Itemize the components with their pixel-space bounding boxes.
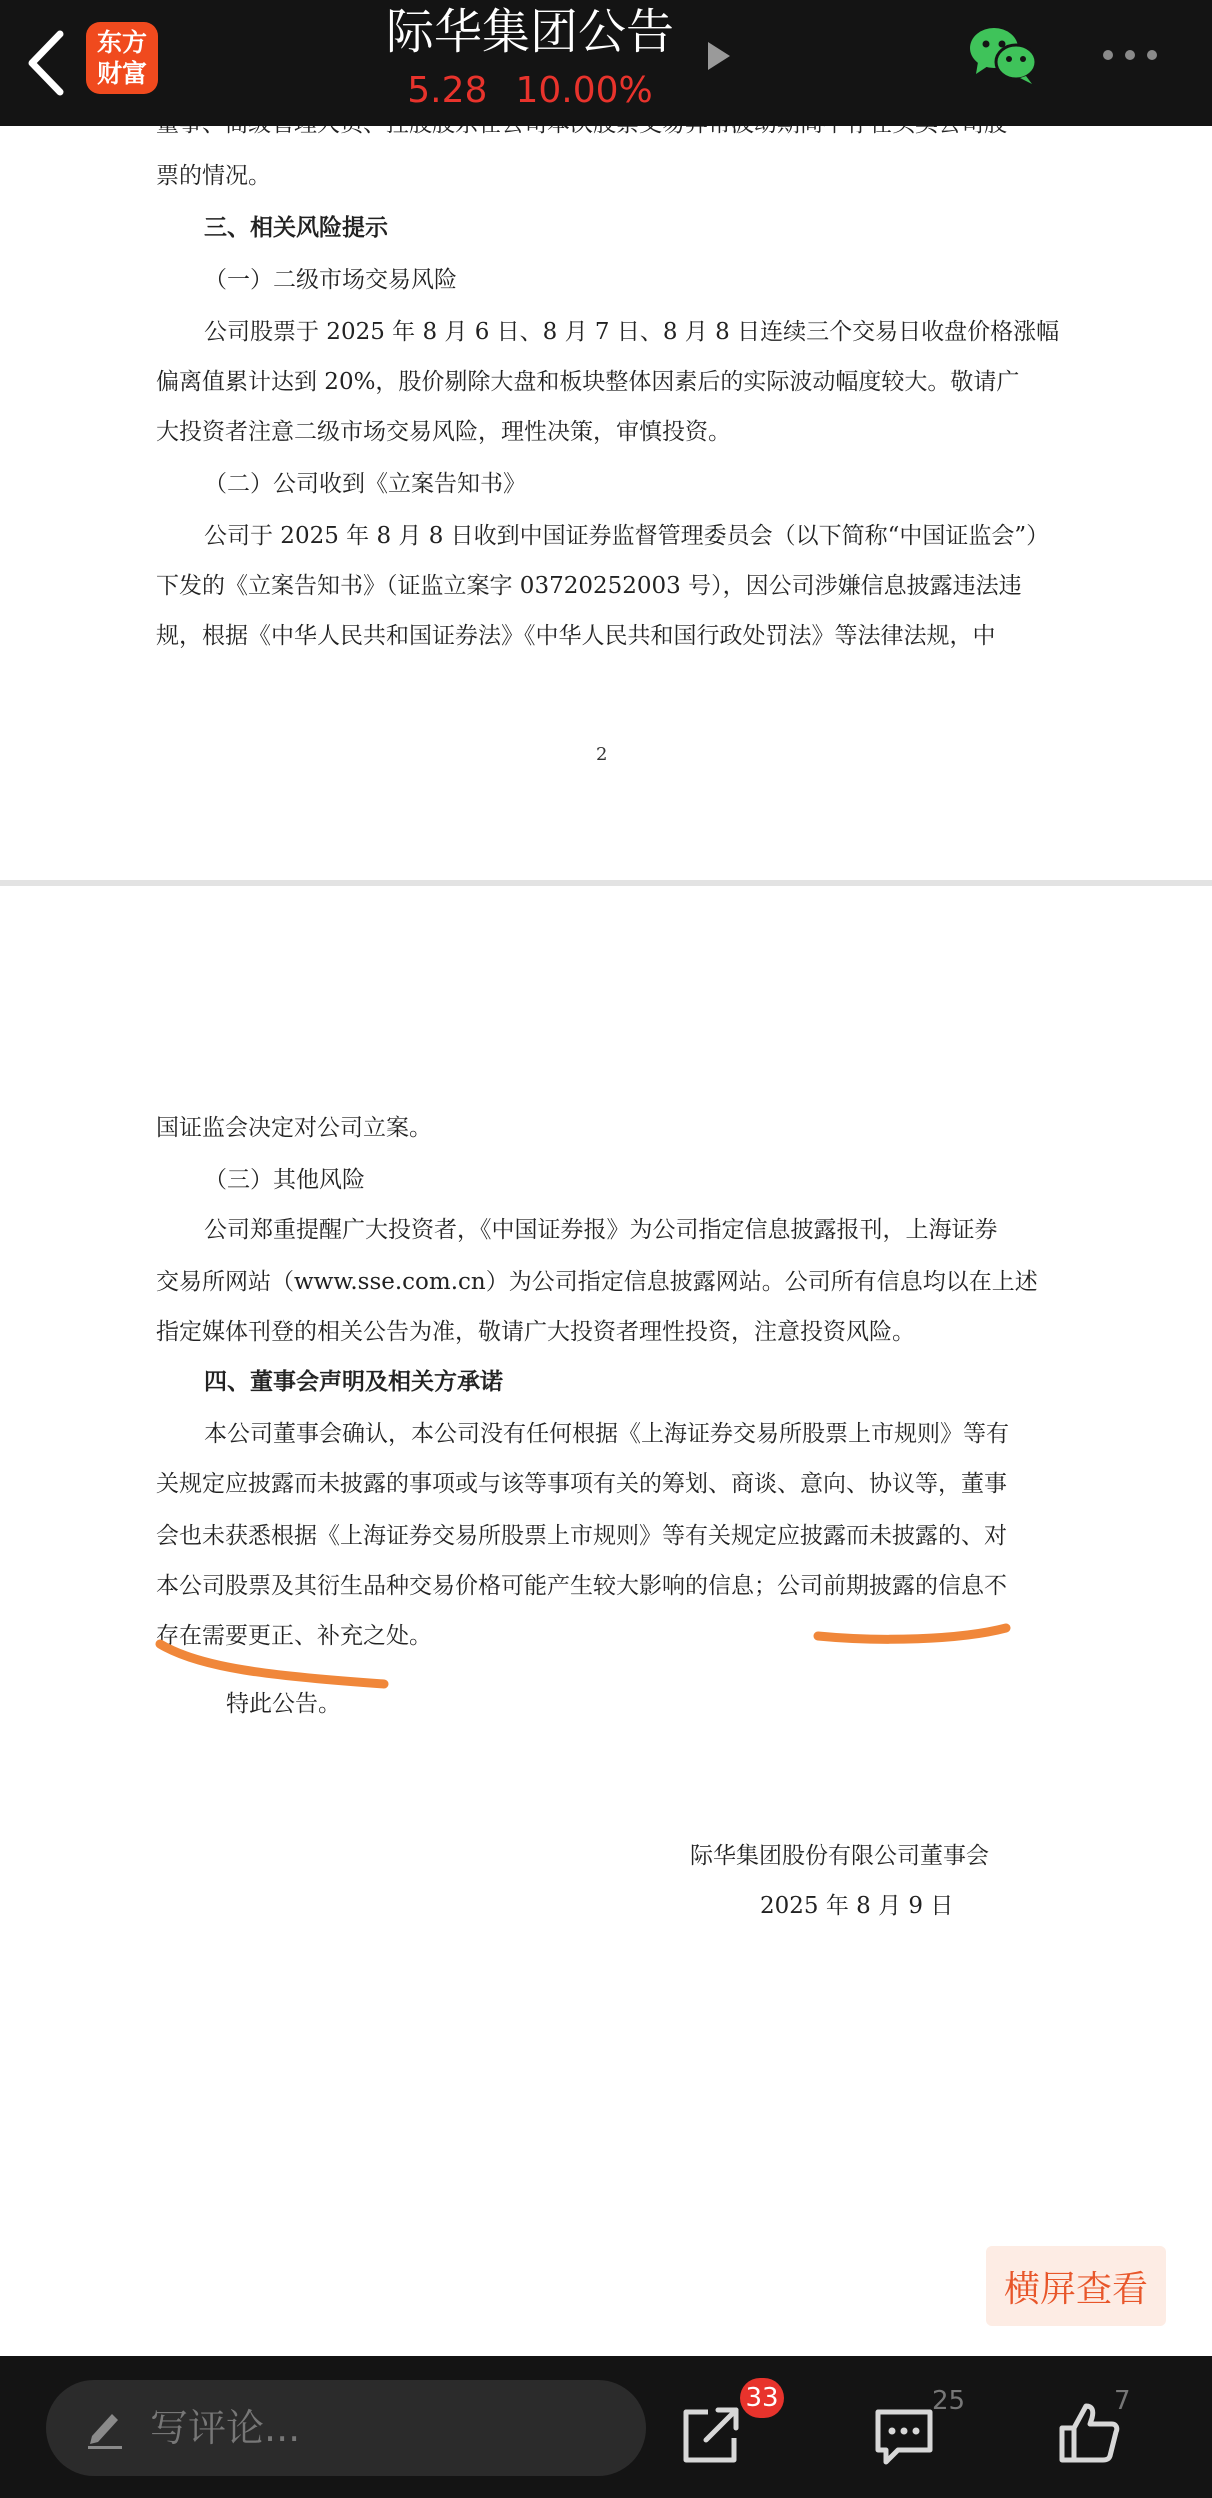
comments-button[interactable]	[872, 2406, 936, 2468]
share-button[interactable]	[678, 2402, 744, 2468]
play-icon	[706, 40, 732, 72]
stock-change-pct: 10.00%	[515, 70, 653, 111]
doc-line: 公司股票于 2025 年 8 月 6 日、8 月 7 日、8 月 8 日连续三个交易日收盘价格涨幅	[204, 319, 1060, 345]
like-button[interactable]	[1058, 2400, 1122, 2466]
sub-heading: （一）二级市场交易风险	[204, 267, 457, 293]
play-button[interactable]	[706, 40, 732, 72]
sub-heading: （三）其他风险	[204, 1167, 365, 1193]
like-count: 7	[1114, 2386, 1131, 2416]
doc-line: 公司于 2025 年 8 月 8 日收到中国证券监督管理委员会（以下简称“中国证监会”）	[204, 523, 1050, 549]
bottom-bar	[0, 2356, 1212, 2498]
back-arrow-icon	[22, 26, 72, 100]
doc-line: 会也未获悉根据《上海证券交易所股票上市规则》等有关规定应披露而未披露的、对	[156, 1523, 1007, 1549]
signature-company: 际华集团股份有限公司董事会	[690, 1843, 989, 1869]
wechat-share-button[interactable]	[968, 24, 1038, 86]
page-title: 际华集团公告	[385, 4, 674, 60]
doc-line: 交易所网站（www.sse.com.cn）为公司指定信息披露网站。公司所有信息均以在上述	[156, 1269, 1038, 1295]
share-icon	[678, 2402, 744, 2468]
doc-line: 票的情况。	[156, 163, 271, 189]
doc-line: 偏离值累计达到 20%，股价剔除大盘和板块整体因素后的实际波动幅度较大。敬请广	[156, 369, 1020, 395]
doc-line: 本公司股票及其衍生品种交易价格可能产生较大影响的信息；公司前期披露的信息不	[156, 1573, 1007, 1599]
more-dots-icon	[1098, 40, 1162, 70]
section-heading: 四、董事会声明及相关方承诺	[204, 1368, 503, 1395]
back-button[interactable]	[22, 26, 72, 100]
doc-line: 存在需要更正、补充之处。	[156, 1623, 432, 1649]
page-number: 2	[596, 744, 608, 765]
thumbs-up-icon	[1058, 2400, 1122, 2466]
doc-line: 指定媒体刊登的相关公告为准，敬请广大投资者理性投资，注意投资风险。	[156, 1319, 915, 1345]
comment-count: 25	[932, 2386, 966, 2416]
page-separator	[0, 880, 1212, 886]
stock-price: 5.28	[407, 70, 488, 111]
landscape-view-button[interactable]: 横屏查看	[986, 2246, 1166, 2326]
logo-line1: 东方	[96, 28, 147, 57]
top-bar	[0, 0, 1212, 126]
signature-date: 2025 年 8 月 9 日	[760, 1893, 954, 1919]
annotation-stroke-right	[818, 1628, 1006, 1639]
doc-line: 规，根据《中华人民共和国证券法》《中华人民共和国行政处罚法》等法律法规，中	[156, 623, 996, 649]
sub-heading: （二）公司收到《立案告知书》	[204, 471, 526, 497]
doc-line: 下发的《立案告知书》（证监立案字 03720252003 号），因公司涉嫌信息披露违法违	[156, 573, 1022, 599]
app-logo[interactable]	[86, 22, 158, 94]
doc-line: 公司郑重提醒广大投资者，《中国证券报》为公司指定信息披露报刊，上海证券	[204, 1217, 998, 1243]
more-button[interactable]	[1098, 40, 1162, 70]
comment-icon	[872, 2406, 936, 2468]
doc-line: 大投资者注意二级市场交易风险，理性决策，审慎投资。	[156, 419, 731, 445]
comment-placeholder: 写评论...	[150, 2406, 301, 2450]
comment-input[interactable]	[46, 2380, 646, 2476]
closing-line: 特此公告。	[226, 1691, 341, 1717]
pencil-icon	[86, 2406, 126, 2450]
section-heading: 三、相关风险提示	[204, 214, 388, 241]
share-count-badge: 33	[740, 2378, 784, 2418]
stock-quote	[380, 66, 680, 116]
doc-line: 国证监会决定对公司立案。	[156, 1115, 432, 1141]
doc-line: 本公司董事会确认，本公司没有任何根据《上海证券交易所股票上市规则》等有	[204, 1421, 1009, 1447]
logo-line2: 财富	[96, 59, 147, 88]
wechat-icon	[968, 24, 1038, 86]
doc-line: 关规定应披露而未披露的事项或与该等事项有关的筹划、商谈、意向、协议等，董事	[156, 1471, 1007, 1497]
